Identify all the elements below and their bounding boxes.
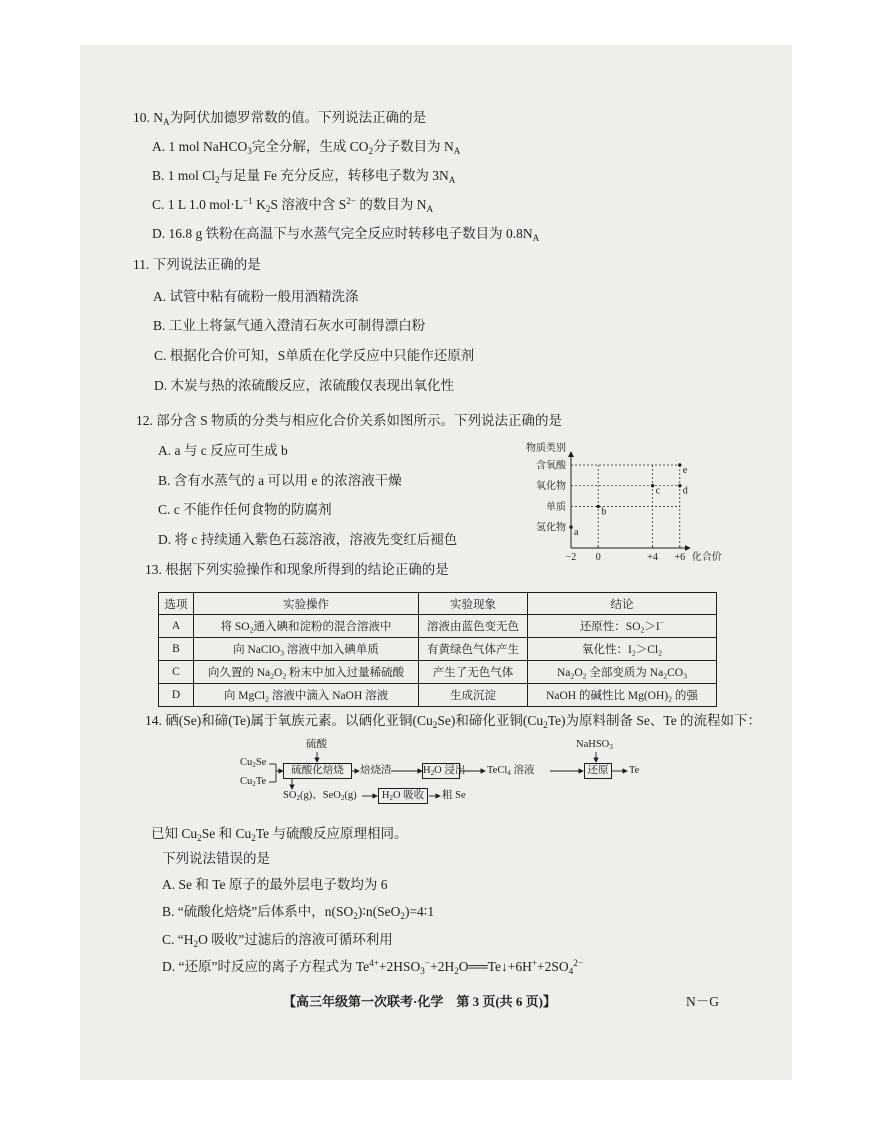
table-header-conclusion: 结论 bbox=[528, 593, 717, 615]
subscript: 2 bbox=[215, 174, 220, 185]
table-row bbox=[159, 684, 717, 707]
subscript: 2 bbox=[582, 671, 587, 681]
question-14-stem: 14. 硒(Se)和碲(Te)属于氧族元素。以硒化亚铜$(Cu_2Se)$和碲化亚铜$(Cu_2Te)$为原料制备 Se、Te 的流程如下： bbox=[145, 713, 762, 730]
subscript: 3 bbox=[280, 648, 284, 658]
question-11-stem: 11. 下列说法正确的是 bbox=[133, 257, 261, 272]
question-14-option-c: C. “$H_2O$ 吸收”过滤后的溶液可循环利用 bbox=[162, 932, 393, 949]
subscript: 2 bbox=[249, 625, 254, 635]
point-label-b: b bbox=[601, 506, 607, 518]
table-cell-operation: 将 $SO_2$通入碘和淀粉的混合溶液中 bbox=[194, 615, 419, 638]
subscript: 2 bbox=[296, 794, 300, 803]
data-point-b bbox=[597, 505, 600, 508]
subscript: 3 bbox=[247, 145, 252, 156]
subscript: 2 bbox=[668, 694, 673, 704]
subscript: 2 bbox=[570, 671, 575, 681]
point-label-d: d bbox=[682, 485, 688, 497]
subscript: 2 bbox=[631, 648, 636, 658]
flow-absorb-box: $H_2O$ 吸收 bbox=[378, 788, 428, 804]
table-cell-option: A bbox=[159, 615, 194, 638]
question-12-option-a: A. a 与 c 反应可生成 b bbox=[158, 443, 288, 458]
page-footer-title: 【高三年级第一次联考·化学 第 3 页(共 6 页)】 bbox=[283, 994, 556, 1009]
table-cell-option: B bbox=[159, 638, 194, 661]
table-row bbox=[159, 638, 717, 661]
flow-reductant-label: NaHSO$_3$ bbox=[576, 739, 613, 752]
data-point-d bbox=[678, 484, 681, 487]
subscript: 2 bbox=[270, 671, 275, 681]
subscript: 3 bbox=[609, 743, 613, 752]
table-cell-operation: 向 MgCl$_2$ 溶液中滴入 NaOH 溶液 bbox=[194, 684, 419, 707]
table-cell-phenomenon: 生成沉淀 bbox=[419, 684, 528, 707]
table-cell-conclusion: 氧化性：$I_2>Cl_2$ bbox=[528, 638, 717, 661]
subscript: 2 bbox=[389, 794, 393, 803]
question-11-option-c: C. 根据化合价可知，S单质在化学反应中只能作还原剂 bbox=[154, 348, 475, 363]
subscript: 2 bbox=[543, 719, 548, 730]
category-label: 氢化物 bbox=[536, 522, 566, 534]
x-axis-title: 化合价 bbox=[691, 552, 722, 563]
table-cell-phenomenon: 产生了无色气体 bbox=[419, 661, 528, 684]
superscript: − bbox=[659, 618, 665, 628]
question-14-option-b: B. “硫酸化焙烧”后体系中，$n(SO_2)∶n(SeO_2)=4∶1$ bbox=[162, 904, 435, 921]
table-cell-operation: 向久置的 $Na_2O_2$ 粉末中加入过量稀硫酸 bbox=[194, 661, 419, 684]
table-cell-phenomenon: 溶液由蓝色变无色 bbox=[419, 615, 528, 638]
question-10-option-c: C. 1 L 1.0 $mol\cdot L^{-1}$ $K_2S$ 溶液中含 $S^{2-}$ 的数目为 $N_A$ bbox=[152, 195, 434, 214]
superscript: 4+ bbox=[369, 957, 379, 968]
table-row bbox=[159, 615, 717, 638]
subscript: A bbox=[163, 116, 170, 127]
flow-solution-label: TeCl$_4$ 溶液 bbox=[487, 765, 535, 778]
subscript: 2 bbox=[640, 625, 645, 635]
question-14-given: 已知 $Cu_2Se$ 和 $Cu_2Te$ 与硫酸反应原理相同。 bbox=[151, 826, 408, 843]
flow-te-product: Te bbox=[629, 765, 640, 776]
flow-gases-label: $SO_2(g)$、SeO$_2$(g) bbox=[283, 790, 357, 803]
question-10-option-b: B. 1 mol $Cl_2$与足量 Fe 充分反应，转移电子数为 $3N_A$ bbox=[152, 168, 456, 185]
subscript: 2 bbox=[265, 203, 271, 214]
subscript: A bbox=[532, 232, 540, 243]
subscript: 2 bbox=[353, 910, 358, 921]
question-12-option-b: B. 含有水蒸气的 a 可以用 e 的浓溶液干燥 bbox=[158, 473, 402, 488]
table-cell-conclusion: 还原性：$SO_2>I^-$ bbox=[528, 615, 717, 638]
data-point-c bbox=[651, 484, 654, 487]
data-point-e bbox=[678, 463, 681, 466]
subscript: 2 bbox=[663, 671, 668, 681]
subscript: 2 bbox=[197, 832, 202, 843]
table-cell-phenomenon: 有黄绿色气体产生 bbox=[419, 638, 528, 661]
table-header-phenomenon: 实验现象 bbox=[419, 593, 528, 615]
category-label: 氧化物 bbox=[536, 481, 566, 493]
y-axis-title: 物质类别 bbox=[526, 443, 566, 454]
table-cell-conclusion: $Na_2O_2$ 全部变质为 $Na_2CO_3$ bbox=[528, 661, 717, 684]
point-label-a: a bbox=[574, 527, 579, 539]
superscript: 2− bbox=[573, 957, 584, 968]
subscript: 2 bbox=[251, 832, 256, 843]
table-cell-operation: 向 NaClO$_3$ 溶液中加入碘单质 bbox=[194, 638, 419, 661]
flow-roast-box: 硫酸化焙烧 bbox=[283, 763, 352, 779]
sulfur-valence-chart bbox=[520, 440, 732, 575]
superscript: + bbox=[531, 957, 538, 968]
category-label: 含氧酸 bbox=[536, 460, 566, 472]
subscript: A bbox=[453, 145, 461, 156]
table-header-option: 选项 bbox=[159, 593, 194, 615]
question-14-prompt: 下列说法错误的是 bbox=[162, 851, 270, 866]
table-row bbox=[159, 661, 717, 684]
table-cell-option: C bbox=[159, 661, 194, 684]
flow-raw-cu2te: $Cu_2Te$ bbox=[240, 776, 267, 789]
x-tick-label: +4 bbox=[647, 552, 658, 563]
point-label-e: e bbox=[682, 465, 688, 476]
subscript: 3 bbox=[683, 671, 687, 681]
flow-se-product: 粗 Se bbox=[442, 790, 466, 801]
superscript: − bbox=[424, 957, 431, 968]
subscript: 2 bbox=[282, 671, 287, 681]
question-10-option-d: D. 16.8 g 铁粉在高温下与水蒸气完全反应时转移电子数目为 $0.8N_A$ bbox=[152, 226, 540, 243]
data-point-a bbox=[569, 525, 572, 528]
subscript: 4 bbox=[507, 769, 511, 778]
point-label-c: c bbox=[655, 485, 661, 497]
flow-reduce-box: 还原 bbox=[584, 763, 612, 779]
subscript: 2 bbox=[193, 938, 199, 949]
flow-leach-box: $H_2O$ 浸出 bbox=[423, 765, 466, 778]
subscript: 2 bbox=[252, 780, 256, 789]
question-10-option-a: A. 1 mol NaHCO$_3$完全分解，生成 $CO_2$分子数目为 $N_A$ bbox=[152, 139, 461, 156]
flow-residue-label: 焙烧渣 bbox=[360, 765, 392, 776]
x-tick-label: −2 bbox=[565, 552, 577, 563]
subscript: 2 bbox=[430, 769, 435, 778]
subscript: 2 bbox=[265, 694, 269, 704]
question-12-option-d: D. 将 c 持续通入紫色石蕊溶液，溶液先变红后褪色 bbox=[158, 532, 458, 547]
subscript: 2 bbox=[340, 794, 345, 803]
subscript: 2 bbox=[400, 910, 405, 921]
question-12-stem: 12. 部分含 S 物质的分类与相应化合价关系如图所示。下列说法正确的是 bbox=[136, 413, 563, 428]
flow-acid-label: 硫酸 bbox=[306, 739, 327, 750]
subscript: 2 bbox=[454, 965, 459, 976]
page-footer-code: N－G bbox=[686, 994, 719, 1009]
question-13-stem: 13. 根据下列实验操作和现象所得到的结论正确的是 bbox=[145, 562, 449, 577]
question-14-option-d: D. “还原”时反应的离子方程式为 $Te^{4+}+2HSO_3^-+2H_2O══Te↓+6H^++2SO_4^{2-}$ bbox=[162, 957, 584, 976]
experiment-table bbox=[158, 592, 717, 707]
question-12-option-c: C. c 不能作任何食物的防腐剂 bbox=[158, 502, 332, 517]
question-11-option-b: B. 工业上将氯气通入澄清石灰水可制得漂白粉 bbox=[153, 318, 426, 333]
question-14-option-a: A. Se 和 Te 原子的最外层电子数均为 6 bbox=[162, 877, 388, 892]
table-cell-conclusion: NaOH 的碱性比 $Mg(OH)_2$ 的强 bbox=[528, 684, 717, 707]
subscript: A bbox=[448, 174, 456, 185]
subscript: 3 bbox=[420, 965, 425, 976]
category-label: 单质 bbox=[546, 501, 566, 513]
x-tick-label: 0 bbox=[595, 552, 601, 563]
flow-raw-cu2se: $Cu_2Se$ bbox=[240, 757, 267, 770]
question-10-stem: 10. $N_A$为阿伏加德罗常数的值。下列说法正确的是 bbox=[133, 110, 427, 127]
x-tick-label: +6 bbox=[674, 552, 686, 563]
table-cell-option: D bbox=[159, 684, 194, 707]
question-11-option-d: D. 木炭与热的浓硫酸反应，浓硫酸仅表现出氧化性 bbox=[154, 378, 454, 393]
subscript: 2 bbox=[368, 145, 374, 156]
subscript: A bbox=[426, 203, 434, 214]
superscript: −1 bbox=[243, 195, 253, 206]
superscript: 2− bbox=[346, 195, 357, 206]
question-11-option-a: A. 试管中粘有硫粉一般用酒精洗涤 bbox=[153, 289, 359, 304]
subscript: 2 bbox=[658, 648, 663, 658]
subscript: 4 bbox=[568, 965, 574, 976]
table-header-row bbox=[159, 593, 717, 615]
subscript: 2 bbox=[252, 761, 256, 770]
table-header-operation: 实验操作 bbox=[194, 593, 419, 615]
subscript: 2 bbox=[432, 719, 438, 730]
